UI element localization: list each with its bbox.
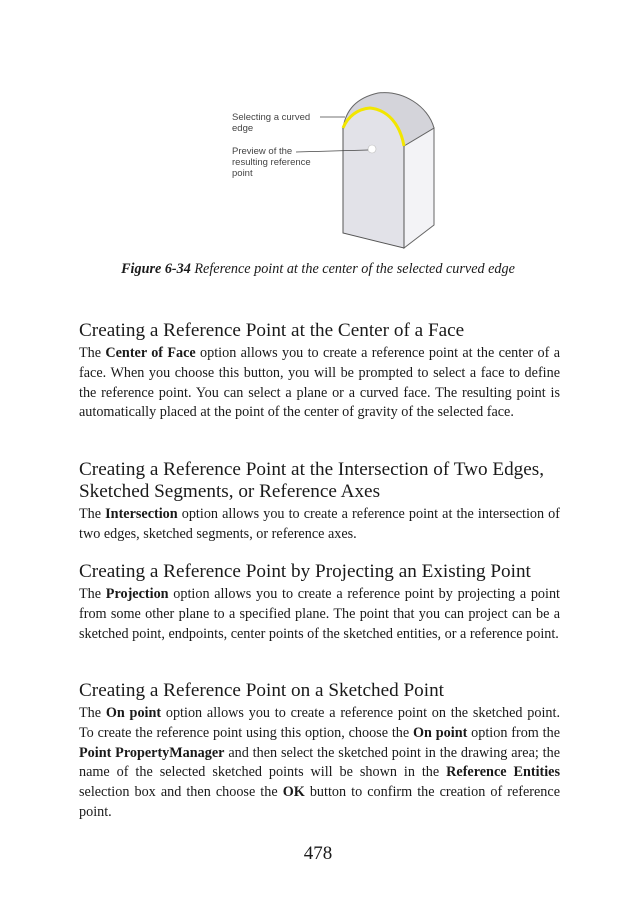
section-paragraph: The Center of Face option allows you to create a reference point at the center of a face. When you choose this button, you will be prompted to select a face to define the reference point. You can select a plane or a curved face. The resulting point is automatically placed at the point of the center of gravity of the selected face. xyxy=(79,345,560,421)
section-paragraph: The On point option allows you to create a reference point on the sketched point. To create the reference point using this option, choose the On point option from the Point PropertyManager and then select the sketched point in the drawing area; the name of the selected sketched points will be shown in the Reference Entities selection box and then choose the OK button to confirm the creation of reference point. xyxy=(79,705,561,820)
block-side-face xyxy=(404,128,434,248)
section-paragraph: The Intersection option allows you to create a reference point at the intersection of two edges, sketched segments, or reference axes. xyxy=(79,506,560,542)
callout-line: Preview of the xyxy=(232,146,293,157)
callout-line: edge xyxy=(232,123,254,134)
section-on-point xyxy=(79,680,560,823)
section-intersection xyxy=(79,459,560,545)
figure-reference-point xyxy=(228,88,440,253)
section-center-of-face xyxy=(79,320,560,423)
callout-curved-edge xyxy=(232,112,310,134)
callout-preview xyxy=(232,146,311,179)
section-heading: Creating a Reference Point on a Sketched Point xyxy=(79,680,444,701)
figure-caption xyxy=(0,261,636,278)
section-heading: Creating a Reference Point by Projecting an Existing Point xyxy=(79,561,531,582)
section-heading: Creating a Reference Point at the Intersection of Two Edges, Sketched Segments, or Reference Axes xyxy=(79,459,545,502)
callout-line: Selecting a curved xyxy=(232,112,311,123)
page-number: 478 xyxy=(303,843,333,864)
callout-line: resulting reference xyxy=(232,157,311,168)
block-front-face xyxy=(343,108,404,248)
section-projection xyxy=(79,561,560,644)
caption-text: Reference point at the center of the selected curved edge xyxy=(190,261,515,277)
callout-line: point xyxy=(232,168,253,179)
section-heading: Creating a Reference Point at the Center of a Face xyxy=(79,320,465,341)
reference-point-preview xyxy=(368,145,376,153)
caption-label: Figure 6-34 xyxy=(121,261,191,277)
section-paragraph: The Projection option allows you to create a reference point by projecting a point from some other plane to a specified plane. The point that you can project can be a sketched point, endpoints, center points of the sketched entities, or a reference point. xyxy=(79,586,560,642)
